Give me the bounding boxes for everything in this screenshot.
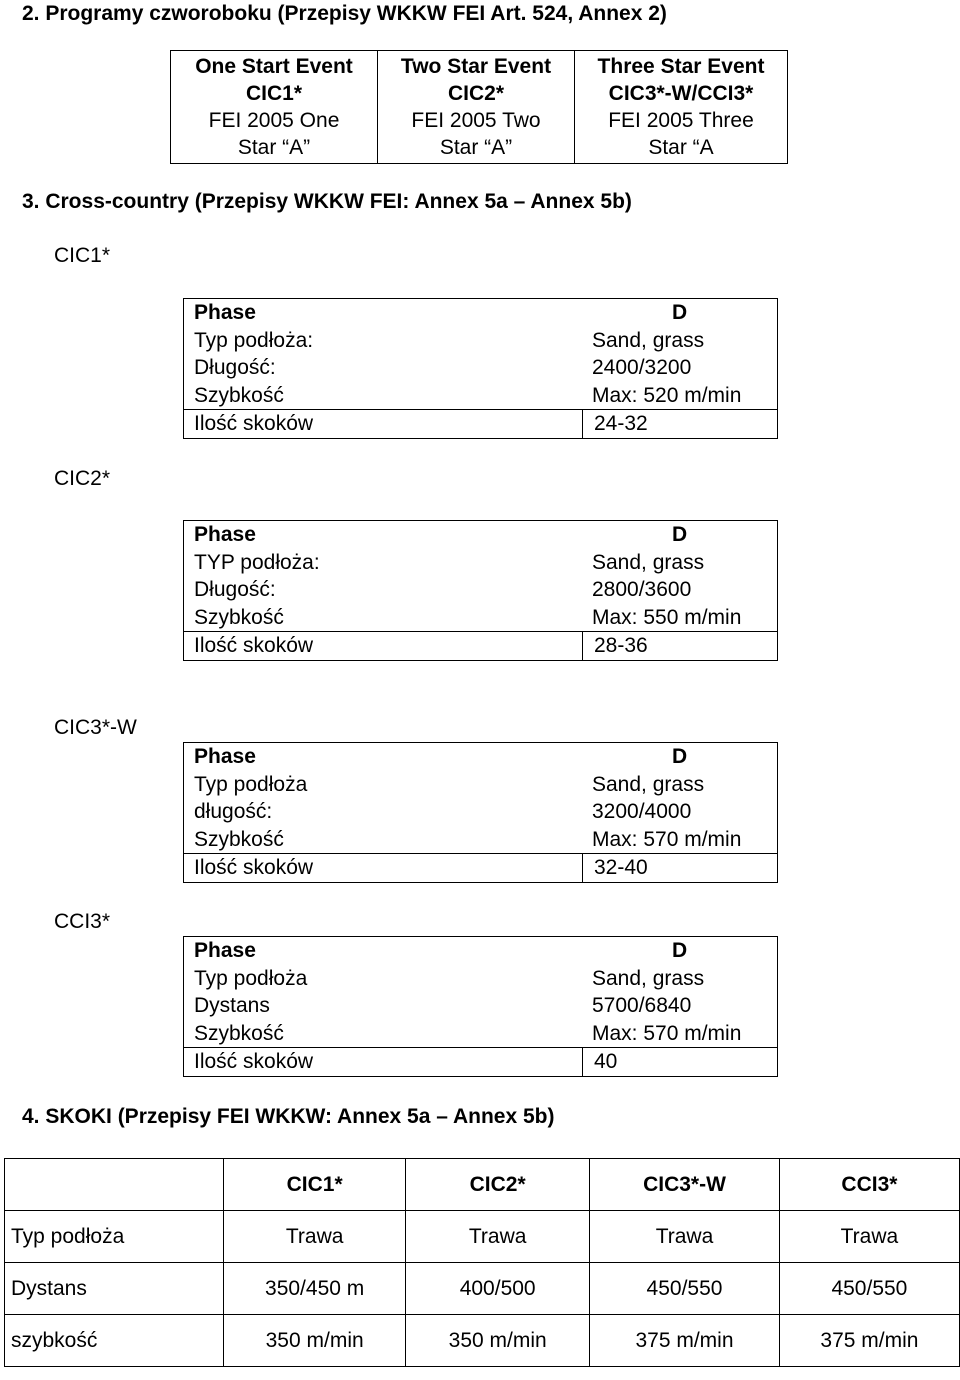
phase-label: Phase: [194, 301, 256, 324]
event-program: FEI 2005 Three: [608, 109, 754, 132]
event-title: Two Star Event: [400, 55, 552, 78]
class-label: CCI3*: [54, 910, 111, 933]
class-label: CIC3*-W: [54, 716, 137, 739]
table-cell: 400/500: [406, 1263, 590, 1315]
surface-key: TYP podłoża:: [194, 550, 320, 574]
speed-key: Szybkość: [194, 383, 284, 407]
speed-value: Max: 550 m/min: [592, 605, 742, 629]
phase-value: D: [672, 939, 688, 962]
surface-key: Typ podłoża:: [194, 328, 314, 352]
header-cell: CIC1*: [224, 1159, 406, 1211]
class-label: CIC2*: [54, 467, 111, 490]
speed-value: Max: 570 m/min: [592, 1021, 742, 1045]
speed-key: Szybkość: [194, 827, 284, 851]
event-title: Three Star Event: [597, 55, 765, 78]
phase-box: [183, 298, 778, 439]
length-value: 3200/4000: [592, 800, 692, 823]
row-label: Dystans: [5, 1263, 224, 1315]
table-cell: 350 m/min: [406, 1315, 590, 1367]
event-class: CIC2*: [447, 82, 505, 105]
table-cell: Trawa: [406, 1211, 590, 1263]
speed-value: Max: 570 m/min: [592, 827, 742, 851]
phase-box: [183, 936, 778, 1077]
event-cell: [171, 51, 378, 164]
table-cell: 350/450 m: [224, 1263, 406, 1315]
row-label: Typ podłoża: [5, 1211, 224, 1263]
jumps-key: Ilość skoków: [194, 1050, 314, 1073]
event-class: CIC1*: [245, 82, 303, 105]
speed-value: Max: 520 m/min: [592, 383, 742, 407]
header-cell: [5, 1159, 224, 1211]
surface-key: Typ podłoża: [194, 772, 308, 796]
jumps-key: Ilość skoków: [194, 856, 314, 879]
surface-value: Sand, grass: [592, 328, 705, 352]
event-program-version: Star “A”: [237, 136, 311, 159]
phase-label: Phase: [194, 939, 256, 962]
table-cell: Trawa: [779, 1211, 959, 1263]
phase-value: D: [672, 523, 688, 546]
jumps-value: 32-40: [594, 856, 648, 879]
table-cell: Trawa: [224, 1211, 406, 1263]
length-value: 2400/3200: [592, 356, 692, 379]
section-2-heading: 2. Programy czworoboku (Przepisy WKKW FEI Art. 524, Annex 2): [22, 2, 667, 25]
surface-value: Sand, grass: [592, 772, 705, 796]
table-row: [5, 1315, 960, 1367]
show-jumping-table: [4, 1158, 960, 1367]
table-cell: 375 m/min: [779, 1315, 959, 1367]
table-cell: 450/550: [779, 1263, 959, 1315]
table-header-row: [5, 1159, 960, 1211]
event-program: FEI 2005 Two: [411, 109, 541, 132]
table-row: [5, 1211, 960, 1263]
dressage-programs-table: [170, 50, 788, 164]
phase-box: [183, 520, 778, 661]
event-program-version: Star “A: [648, 136, 714, 159]
table-cell: 450/550: [590, 1263, 780, 1315]
event-program: FEI 2005 One: [208, 109, 340, 132]
event-cell: [378, 51, 575, 164]
phase-box: [183, 742, 778, 883]
surface-value: Sand, grass: [592, 550, 705, 574]
length-value: 2800/3600: [592, 578, 692, 601]
surface-key: Typ podłoża: [194, 966, 308, 990]
class-label: CIC1*: [54, 244, 111, 267]
header-cell: CCI3*: [779, 1159, 959, 1211]
speed-key: Szybkość: [194, 1021, 284, 1045]
section-4-heading: 4. SKOKI (Przepisy FEI WKKW: Annex 5a – Annex 5b): [22, 1105, 555, 1128]
jumps-value: 40: [594, 1050, 618, 1073]
table-row: [5, 1263, 960, 1315]
event-cell: [575, 51, 788, 164]
distance-value: 5700/6840: [592, 994, 692, 1017]
length-key: Długość:: [194, 578, 276, 601]
length-key: długość:: [194, 800, 273, 823]
phase-value: D: [672, 745, 688, 768]
jumps-value: 24-32: [594, 412, 648, 435]
jumps-key: Ilość skoków: [194, 412, 314, 435]
row-label: szybkość: [5, 1315, 224, 1367]
event-program-version: Star “A”: [439, 136, 513, 159]
event-title: One Start Event: [195, 55, 353, 78]
speed-key: Szybkość: [194, 605, 284, 629]
distance-key: Dystans: [194, 994, 270, 1017]
table-cell: 350 m/min: [224, 1315, 406, 1367]
header-cell: CIC2*: [406, 1159, 590, 1211]
header-cell: CIC3*-W: [590, 1159, 780, 1211]
surface-value: Sand, grass: [592, 966, 705, 990]
jumps-key: Ilość skoków: [194, 634, 314, 657]
length-key: Długość:: [194, 356, 276, 379]
event-class: CIC3*-W/CCI3*: [608, 82, 754, 105]
phase-label: Phase: [194, 745, 256, 768]
phase-label: Phase: [194, 523, 256, 546]
jumps-value: 28-36: [594, 634, 648, 657]
table-cell: Trawa: [590, 1211, 780, 1263]
table-cell: 375 m/min: [590, 1315, 780, 1367]
section-3-heading: 3. Cross-country (Przepisy WKKW FEI: Annex 5a – Annex 5b): [22, 190, 632, 213]
phase-value: D: [672, 301, 688, 324]
